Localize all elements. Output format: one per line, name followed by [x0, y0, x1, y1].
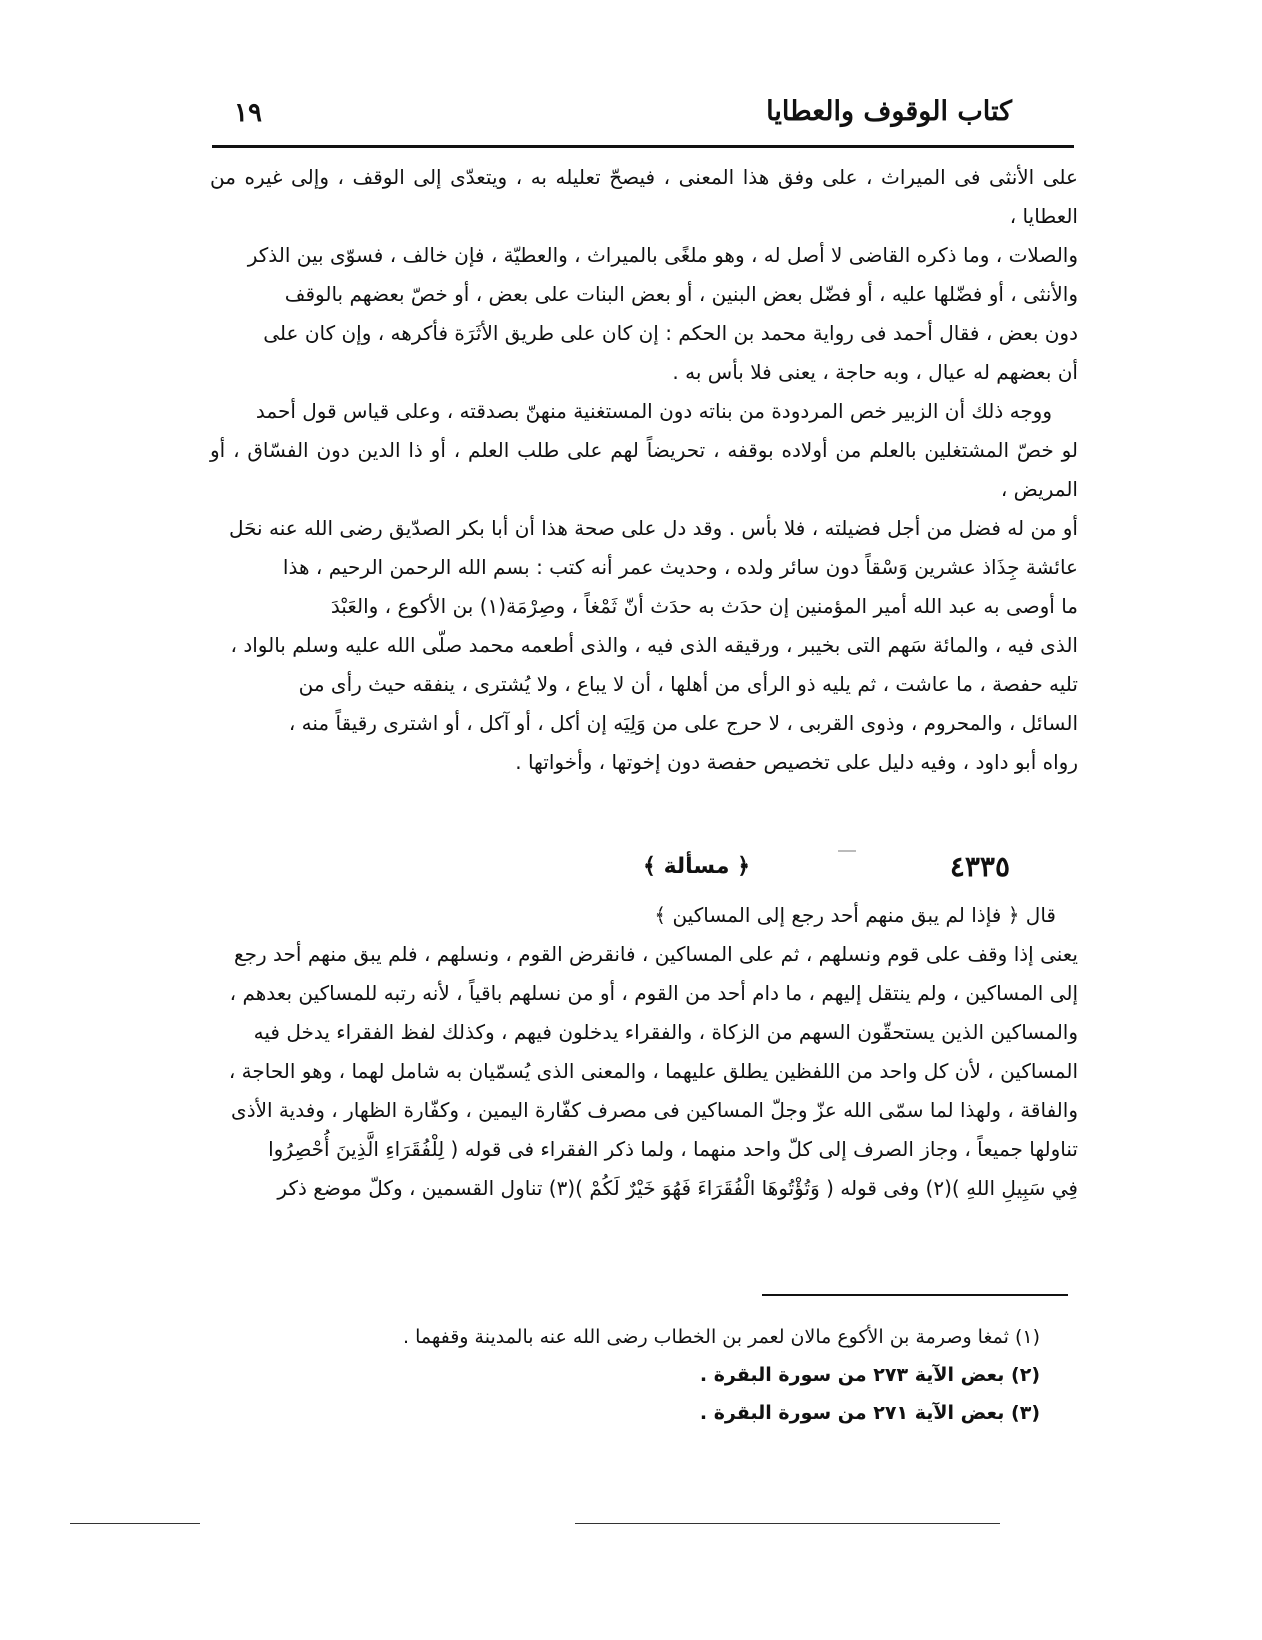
issue-text-block	[210, 896, 1078, 1208]
main-text-block	[210, 158, 1078, 782]
text-line: تليه حفصة ، ما عاشت ، ثم يليه ذو الرأى من أهلها ، أن لا يباع ، ولا يُشترى ، ينفقه حيث رأى من	[298, 672, 1078, 696]
bottom-rule-right	[575, 1523, 1000, 1524]
text-line: أن بعضهم له عيال ، وبه حاجة ، يعنى فلا بأس به .	[672, 360, 1078, 384]
text-line: رواه أبو داود ، وفيه دليل على تخصيص حفصة دون إخوتها ، وأخواتها .	[515, 750, 1078, 774]
header-divider	[212, 145, 1074, 148]
footnotes	[360, 1318, 1040, 1432]
text-line: السائل ، والمحروم ، وذوى القربى ، لا حرج على من وَلِيَه إن أكل ، أو آكل ، أو اشترى رقيقاً منه ،	[288, 711, 1078, 735]
text-line: إلى المساكين ، ولم ينتقل إليهم ، ما دام أحد من القوم ، أو من نسلهم باقياً ، لأنه رتبه للمساكين بعدهم ،	[229, 981, 1078, 1005]
issue-number: ٤٣٣٥	[949, 850, 1010, 883]
text-line: ما أوصى به عبد الله أمير المؤمنين إن حدَث به حدَث أنّ ثَمْغاً ، وصِرْمَة(١) بن الأكوع ، والعَبْدَ	[330, 594, 1078, 618]
issue-heading	[520, 850, 1040, 894]
quoted-rule: قال ﴿ فإذا لم يبق منهم أحد رجع إلى المساكين ﴾	[654, 903, 1056, 927]
text-line: أو من له فضل من أجل فضيلته ، فلا بأس . وقد دل على صحة هذا أن أبا بكر الصدّيق رضى الله عنه نحَل	[228, 516, 1078, 540]
text-line: والصلات ، وما ذكره القاضى لا أصل له ، وهو ملغًى بالميراث ، والعطيّة ، فإن خالف ، فسوّى بين الذكر	[247, 243, 1078, 267]
text-line: تناولها جميعاً ، وجاز الصرف إلى كلّ واحد منهما ، ولما ذكر الفقراء فى قوله ( لِلْفُقَرَاءِ الَّذِينَ أُحْصِرُوا	[268, 1137, 1078, 1161]
bottom-rule-left	[70, 1523, 200, 1524]
text-line: الذى فيه ، والمائة سَهم التى بخيبر ، ورقيقه الذى فيه ، والذى أطعمه محمد صلّى الله عليه وسلم بالواد ،	[230, 633, 1078, 657]
footnote-item: (٣) بعض الآية ٢٧١ من سورة البقرة .	[699, 1402, 1040, 1424]
text-line: عائشة جِذَاذ عشرين وَسْقاً دون سائر ولده ، وحديث عمر أنه كتب : بسم الله الرحمن الرحيم ، هذا	[282, 555, 1078, 579]
issue-label: ﴿ مسألة ﴾	[643, 854, 750, 879]
footnote-item: (٢) بعض الآية ٢٧٣ من سورة البقرة .	[699, 1364, 1040, 1386]
text-line: على الأنثى فى الميراث ، على وفق هذا المعنى ، فيصحّ تعليله به ، ويتعدّى إلى الوقف ، وإلى غيره من العطايا ،	[210, 165, 1078, 228]
text-line: لو خصّ المشتغلين بالعلم من أولاده بوقفه ، تحريضاً لهم على طلب العلم ، أو ذا الدين دون الفسّاق ، أو المريض ،	[210, 438, 1078, 501]
text-line: المساكين ، لأن كل واحد من اللفظين يطلق عليهما ، والمعنى الذى يُسمّيان به شامل لهما ، وهو الحاجة ،	[228, 1059, 1078, 1083]
book-title: كتاب الوقوف والعطايا	[766, 96, 1012, 127]
footnote-item: (١) ثمغا وصرمة بن الأكوع مالان لعمر بن الخطاب رضى الله عنه بالمدينة وقفهما .	[403, 1326, 1040, 1348]
text-line: دون بعض ، فقال أحمد فى رواية محمد بن الحكم : إن كان على طريق الأثَرَة فأكرهه ، وإن كان على	[263, 321, 1078, 345]
footnote-divider	[762, 1294, 1068, 1296]
text-line: ووجه ذلك أن الزبير خص المردودة من بناته دون المستغنية منهنّ بصدقته ، وعلى قياس قول أحمد	[255, 399, 1052, 423]
page-number: ١٩	[234, 98, 262, 128]
text-line: والأنثى ، أو فضّلها عليه ، أو فضّل بعض البنين ، أو بعض البنات على بعض ، أو خصّ بعضهم بالوقف	[284, 282, 1078, 306]
text-line: يعنى إذا وقف على قوم ونسلهم ، ثم على المساكين ، فانقرض القوم ، ونسلهم ، فلم يبق منهم أحد رجع	[234, 942, 1078, 966]
text-line: فِي سَبِيلِ اللهِ )(٢) وفى قوله ( وَتُؤْتُوهَا الْفُقَرَاءَ فَهُوَ خَيْرٌ لَكُمْ )(٣) تناول القسمين ، وكلّ موضع ذكر	[277, 1176, 1078, 1200]
text-line: والفاقة ، ولهذا لما سمّى الله عزّ وجلّ المساكين فى مصرف كفّارة اليمين ، وكفّارة الظهار ، وفدية الأذى	[231, 1098, 1078, 1122]
text-line: والمساكين الذين يستحقّون السهم من الزكاة ، والفقراء يدخلون فيهم ، وكذلك لفظ الفقراء يدخل فيه	[253, 1020, 1078, 1044]
page-header	[212, 92, 1072, 140]
